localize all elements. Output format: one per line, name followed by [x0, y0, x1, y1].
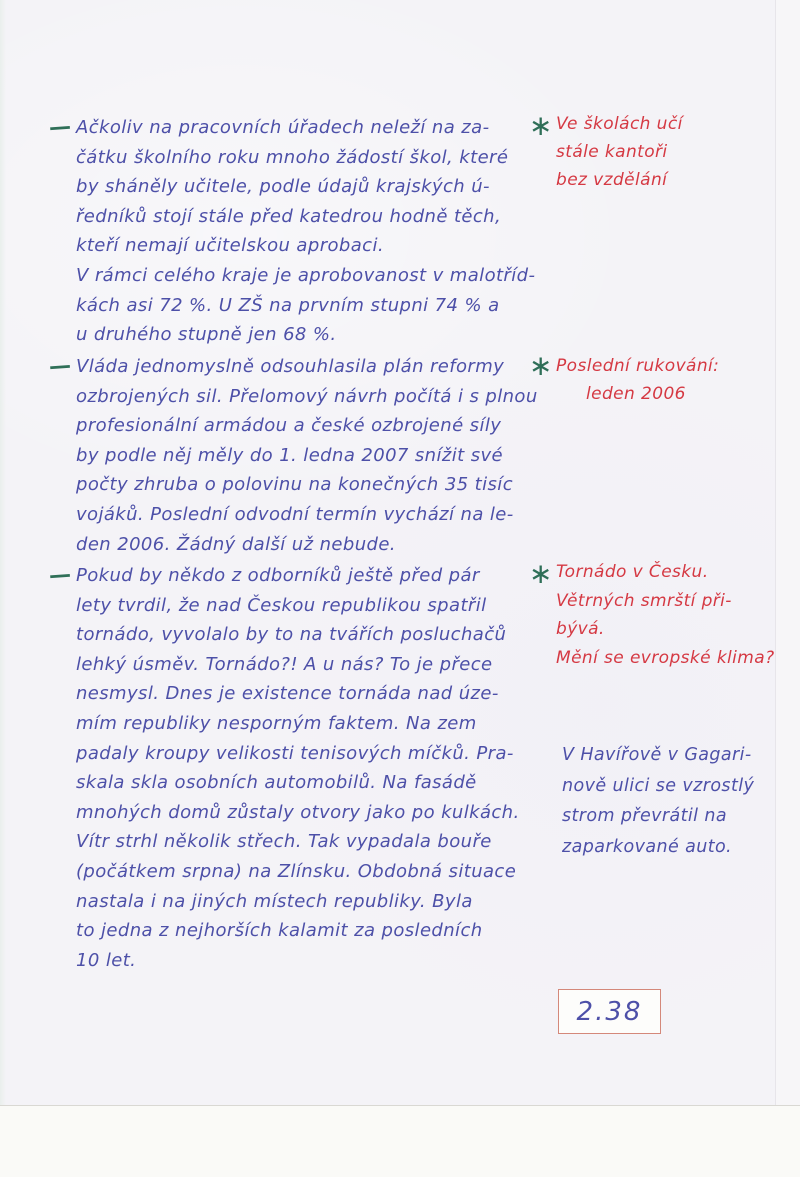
text-line: Mění se evropské klima?	[556, 647, 775, 668]
text-line: u druhého stupně jen 68 %.	[76, 324, 337, 346]
text-line: zaparkované auto.	[562, 836, 733, 857]
text-line: (počátkem srpna) na Zlínsku. Obdobná situace	[76, 860, 517, 882]
text-line: 10 let.	[76, 949, 137, 971]
text-line: Ačkoliv na pracovních úřadech neleží na za-	[76, 117, 490, 138]
text-line: lehký úsměv. Tornádo?! A u nás? To je přece	[76, 653, 493, 675]
dash-bullet-icon: —	[48, 562, 72, 589]
margin-note-tornado	[556, 558, 786, 672]
page-number: 2.38	[576, 996, 643, 1027]
text-line: vojáků. Poslední odvodní termín vychází na le-	[76, 503, 514, 525]
text-line: počty zhruba o polovinu na konečných 35 tisíc	[76, 474, 514, 496]
margin-note-last-enlistment	[556, 352, 786, 408]
dash-bullet-icon: —	[48, 353, 72, 380]
asterisk-icon: ∗	[529, 557, 553, 590]
text-line: Pokud by někdo z odborníků ještě před pár	[76, 565, 480, 586]
text-line: ozbrojených sil. Přelomový návrh počítá i s plnou	[76, 385, 538, 407]
text-line: V Havířově v Gagari-	[562, 745, 752, 765]
text-line: nesmysl. Dnes je existence tornáda nad úze-	[76, 683, 499, 705]
text-line: padaly kroupy velikosti tenisových míčků. Pra-	[76, 742, 514, 764]
text-line: lety tvrdil, že nad Českou republikou spatřil	[76, 594, 487, 616]
text-line: ředníků stojí stále před katedrou hodně těch,	[76, 205, 502, 227]
text-line: mnohých domů zůstaly otvory jako po kulkách.	[76, 801, 520, 823]
text-line: mím republiky nesporným faktem. Na zem	[76, 712, 477, 734]
text-line: leden 2006	[586, 384, 686, 404]
text-line: Vítr strhl několik střech. Tak vypadala bouře	[76, 831, 492, 853]
text-line: Poslední rukování:	[556, 356, 720, 376]
paragraph-tornado	[76, 561, 546, 975]
text-line: by sháněly učitele, podle údajů krajských ú-	[76, 176, 490, 198]
scan-bottom-edge	[0, 1105, 800, 1177]
asterisk-icon: ∗	[529, 109, 553, 142]
text-line: kách asi 72 %. U ZŠ na prvním stupni 74 % a	[76, 294, 500, 316]
text-line: bez vzdělání	[556, 170, 668, 190]
paragraph-army-reform	[76, 352, 546, 559]
text-line: Vláda jednomyslně odsouhlasila plán reformy	[76, 356, 505, 377]
text-line: stále kantoři	[556, 142, 668, 162]
margin-note-havirov-tree	[562, 740, 782, 862]
margin-note-teachers	[556, 110, 786, 194]
scan-left-edge	[0, 0, 6, 1177]
text-line: kteří nemají učitelskou aprobaci.	[76, 235, 384, 257]
text-line: by podle něj měly do 1. ledna 2007 snížit své	[76, 444, 504, 466]
paragraph-teachers-qualification	[76, 113, 546, 350]
text-line: skala skla osobních automobilů. Na fasádě	[76, 772, 477, 794]
text-line: nastala i na jiných místech republiky. Byla	[76, 890, 473, 912]
text-line: nově ulici se vzrostlý	[562, 775, 755, 796]
asterisk-icon: ∗	[529, 349, 553, 382]
text-line: Ve školách učí	[556, 114, 683, 134]
dash-bullet-icon: —	[48, 114, 72, 141]
text-line: bývá.	[556, 619, 605, 639]
text-line: Tornádo v Česku.	[556, 562, 709, 582]
text-line: čátku školního roku mnoho žádostí škol, které	[76, 146, 509, 168]
text-line: Větrných smrští při-	[556, 590, 732, 611]
text-line: profesionální armádou a české ozbrojené síly	[76, 415, 502, 437]
page-number-box	[558, 989, 661, 1034]
text-line: V rámci celého kraje je aprobovanost v malotříd-	[76, 264, 536, 286]
text-line: tornádo, vyvolalo by to na tvářích posluchačů	[76, 624, 507, 646]
text-line: den 2006. Žádný další už nebude.	[76, 533, 396, 555]
text-line: strom převrátil na	[562, 806, 727, 826]
text-line: to jedna z nejhorších kalamit za posledních	[76, 920, 483, 942]
